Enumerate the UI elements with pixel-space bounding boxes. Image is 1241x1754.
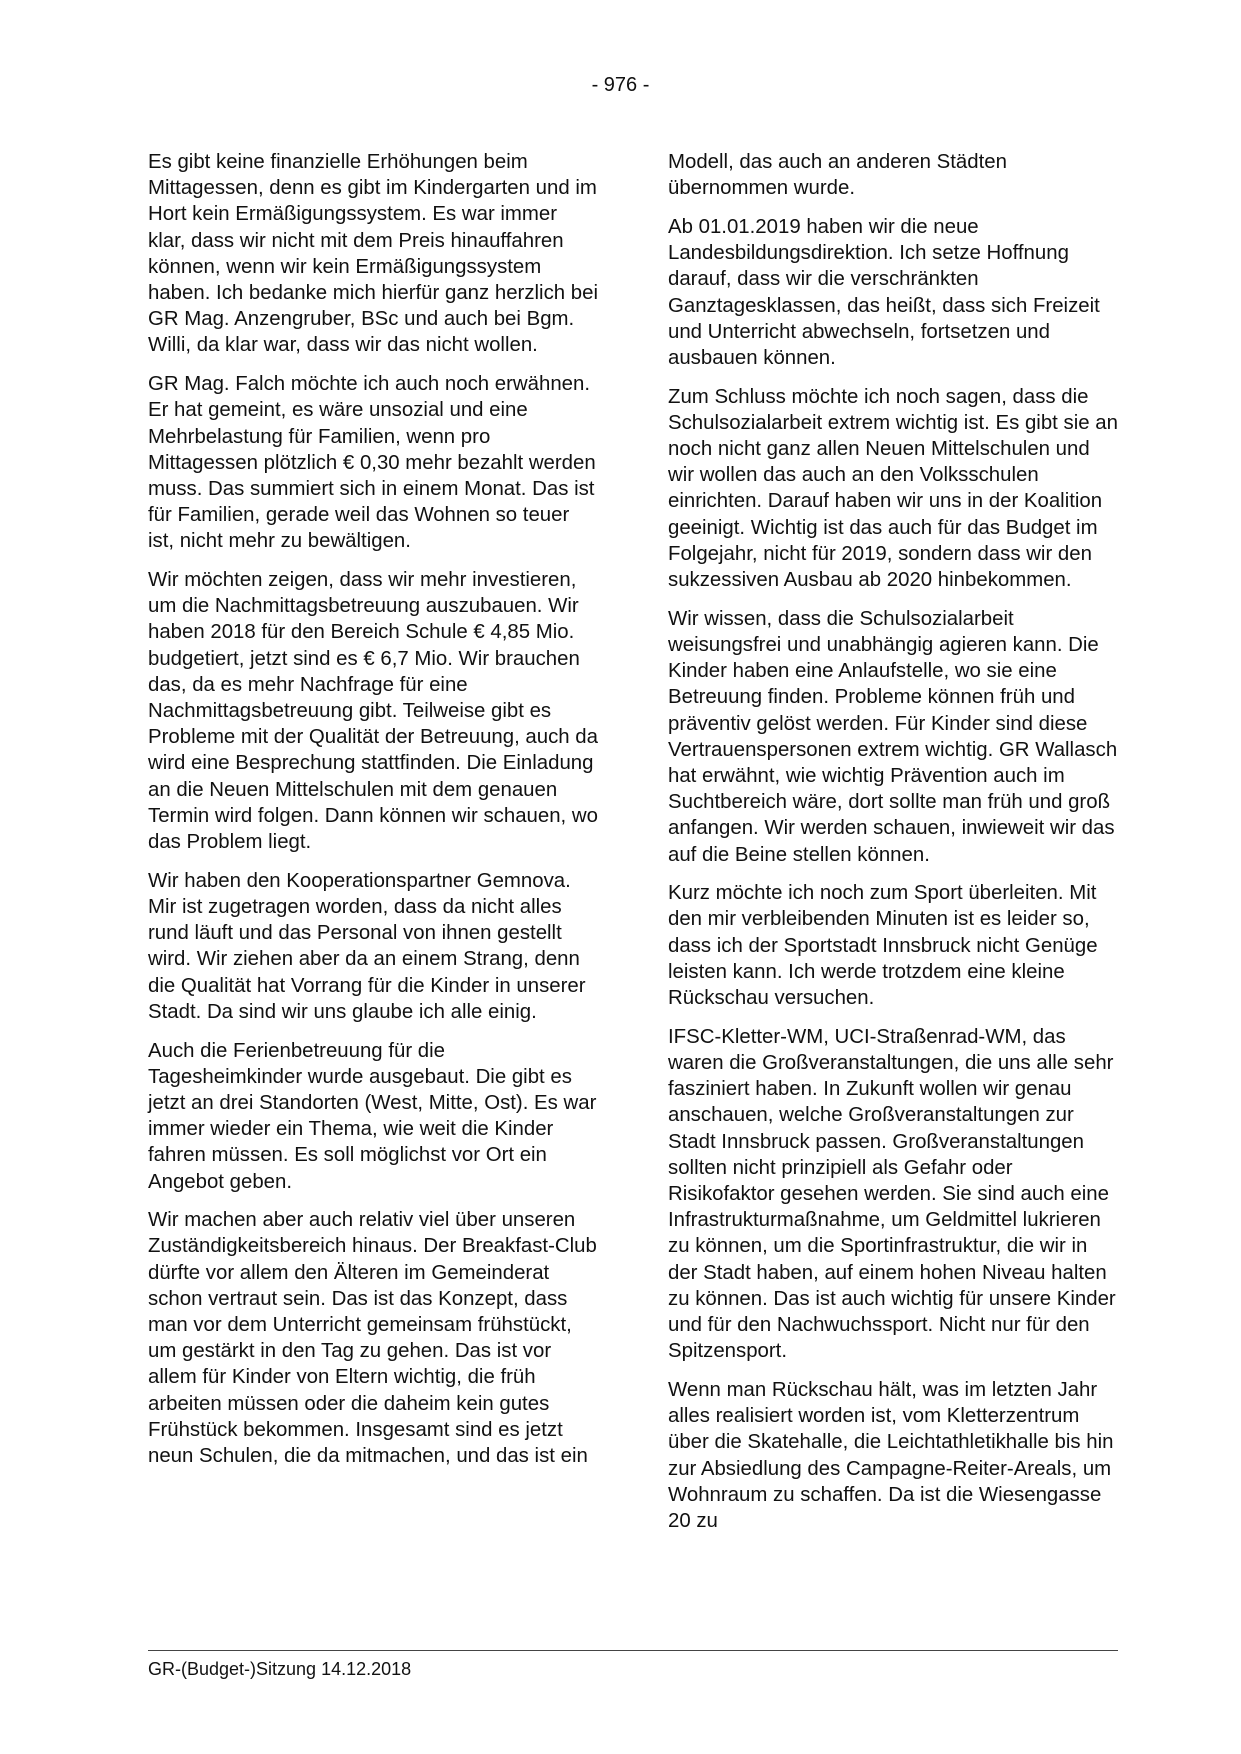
paragraph: Ab 01.01.2019 haben wir die neue Landesbildungsdirektion. Ich setze Hoffnung darauf, dass wir die verschränkten Ganztagesklassen, das heißt, dass sich Freizeit und Unterricht abwechseln, fortsetzen und ausbauen können. [668,215,1100,369]
paragraph: Wir haben den Kooperationspartner Gemnova. Mir ist zugetragen worden, dass da nicht alles rund läuft und das Personal von ihnen gestellt wird. Wir ziehen aber da an einem Strang, denn die Qualität hat Vorrang für die Kinder in unserer Stadt. Da sind wir uns glaube ich alle einig. [148,869,586,1023]
paragraph: IFSC-Kletter-WM, UCI-Straßenrad-WM, das waren die Großveranstaltungen, die uns alle sehr fasziniert haben. In Zukunft wollen wir genau anschauen, welche Großveranstaltungen zur Stadt Innsbruck passen. Großveranstaltungen sollten nicht prinzipiell als Gefahr oder Risikofaktor gesehen werden. Sie sind auch eine Infrastrukturmaßnahme, um Geldmittel lukrieren zu können, um die Sportinfrastruktur, die wir in der Stadt haben, auf einem hohen Niveau halten zu können. Das ist auch wichtig für unsere Kinder und für den Nachwuchssport. Nicht nur für den Spitzensport. [668,1025,1116,1363]
paragraph: Wir machen aber auch relativ viel über unseren Zuständigkeitsbereich hinaus. Der Breakfast-Club dürfte vor allem den Älteren im Gemeinderat schon vertraut sein. Das ist das Konzept, dass man vor dem Unterricht gemeinsam frühstückt, um gestärkt in den Tag zu gehen. Das ist vor allem für Kinder von Eltern wichtig, die früh arbeiten müssen oder die daheim kein gutes Frühstück bekommen. Insgesamt sind es jetzt neun Schulen, die da mitmachen, und das ist ein [148,1209,597,1468]
paragraph: Modell, das auch an anderen Städten übernommen wurde. [668,151,1007,200]
page-number: - 976 - [591,74,650,96]
paragraph: GR Mag. Falch möchte ich auch noch erwähnen. Er hat gemeint, es wäre unsozial und eine Mehrbelastung für Familien, wenn pro Mittagessen plötzlich € 0,30 mehr bezahlt werden muss. Das summiert sich in einem Monat. Das ist für Familien, gerade weil das Wohnen so teuer ist, nicht mehr zu bewältigen. [148,373,596,553]
paragraph: Auch die Ferienbetreuung für die Tagesheimkinder wurde ausgebaut. Die gibt es jetzt an drei Standorten (West, Mitte, Ost). Es war immer wieder ein Thema, wie weit die Kinder fahren müssen. Es soll möglichst vor Ort ein Angebot geben. [148,1039,597,1193]
paragraph: Wir wissen, dass die Schulsozialarbeit weisungsfrei und unabhängig agieren kann. Die Kinder haben eine Anlaufstelle, wo sie eine Betreuung finden. Probleme können früh und präventiv gelöst werden. Für Kinder sind diese Vertrauenspersonen extrem wichtig. GR Wallasch hat erwähnt, wie wichtig Prävention auch im Suchtbereich wäre, dort sollte man früh und groß anfangen. Wir werden schauen, inwieweit wir das auf die Beine stellen können. [668,607,1118,866]
right-column [668,149,1118,1547]
paragraph: Wenn man Rückschau hält, was im letzten Jahr alles realisiert worden ist, vom Kletterzentrum über die Skatehalle, die Leichtathletikhalle bis hin zur Absiedlung des Campagne-Reiter-Areals, um Wohnraum zu schaffen. Da ist die Wiesengasse 20 zu [668,1378,1114,1532]
paragraph: Kurz möchte ich noch zum Sport überleiten. Mit den mir verbleibenden Minuten ist es leider so, dass ich der Sportstadt Innsbruck nicht Genüge leisten kann. Ich werde trotzdem eine kleine Rückschau versuchen. [668,882,1098,1010]
footer-session-label: GR-(Budget-)Sitzung 14.12.2018 [148,1659,412,1679]
left-column [148,149,598,1482]
paragraph: Es gibt keine finanzielle Erhöhungen beim Mittagessen, denn es gibt im Kindergarten und im Hort kein Ermäßigungssystem. Es war immer klar, dass wir nicht mit dem Preis hinauffahren können, wenn wir kein Ermäßigungssystem haben. Ich bedanke mich hierfür ganz herzlich bei GR Mag. Anzengruber, BSc und auch bei Bgm. Willi, da klar war, dass wir das nicht wollen. [148,151,598,357]
paragraph: Zum Schluss möchte ich noch sagen, dass die Schulsozialarbeit extrem wichtig ist. Es gibt sie an noch nicht ganz allen Neuen Mittelschulen und wir wollen das auch an den Volksschulen einrichten. Darauf haben wir uns in der Koalition geeinigt. Wichtig ist das auch für das Budget im Folgejahr, nicht für 2019, sondern dass wir den sukzessiven Ausbau ab 2020 hinbekommen. [668,385,1118,592]
paragraph: Wir möchten zeigen, dass wir mehr investieren, um die Nachmittagsbetreuung auszubauen. Wir haben 2018 für den Bereich Schule € 4,85 Mio. budgetiert, jetzt sind es € 6,7 Mio. Wir brauchen das, da es mehr Nachfrage für eine Nachmittagsbetreuung gibt. Teilweise gibt es Probleme mit der Qualität der Betreuung, auch da wird eine Besprechung stattfinden. Die Einladung an die Neuen Mittelschulen mit dem genauen Termin wird folgen. Dann können wir schauen, wo das Problem liegt. [148,569,598,854]
footer-divider [148,1650,1118,1651]
